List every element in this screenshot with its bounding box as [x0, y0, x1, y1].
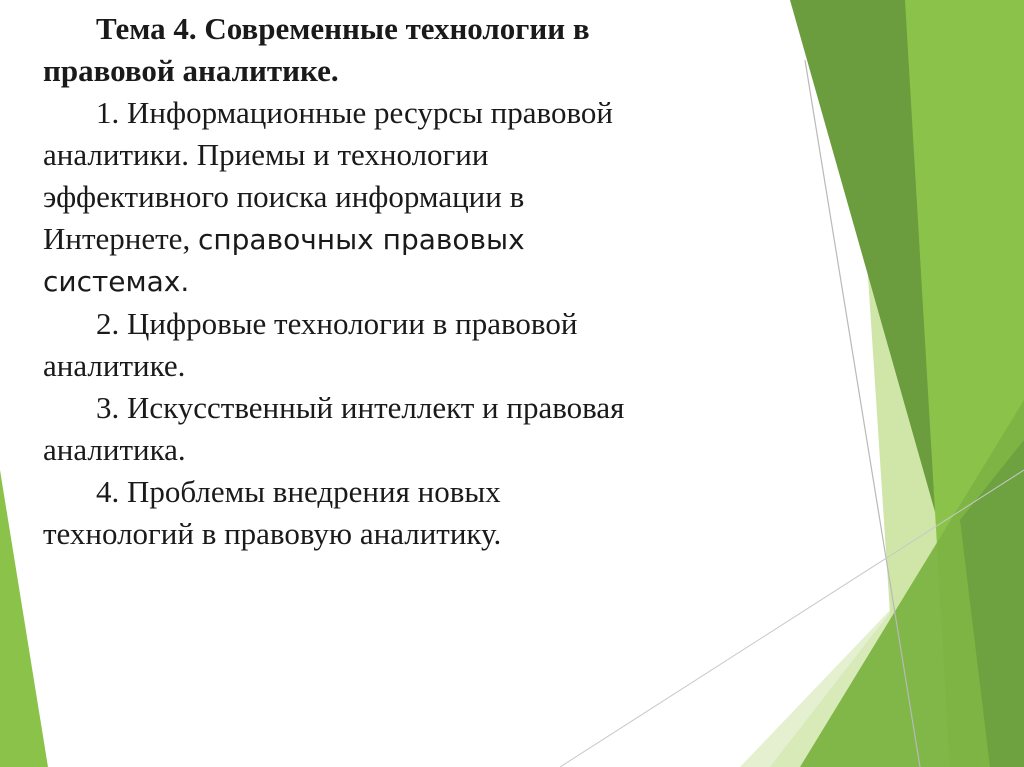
- item-4-line-1: 4. Проблемы внедрения новых: [96, 474, 501, 509]
- item-3-line-2: аналитика.: [43, 432, 186, 467]
- slide-title-line-2: правовой аналитике.: [43, 53, 339, 88]
- item-1-line-5: системах.: [43, 265, 190, 298]
- left-green-sliver: [0, 470, 48, 767]
- item-4-line-2: технологий в правовую аналитику.: [43, 516, 502, 551]
- slide-title-line-1: Тема 4. Современные технологии в: [96, 11, 590, 46]
- slide-content: [43, 8, 763, 555]
- item-3-line-1: 3. Искусственный интеллект и правовая: [96, 390, 625, 425]
- item-1-line-3: эффективного поиска информации в: [43, 179, 525, 214]
- item-2-line-2: аналитике.: [43, 348, 186, 383]
- item-1-line-4-sans: справочных правовых: [197, 223, 525, 256]
- item-1-line-2: аналитики. Приемы и технологии: [43, 137, 489, 172]
- item-1-line-4-serif: Интернете,: [43, 221, 198, 256]
- item-1-line-4: [43, 218, 763, 261]
- item-1-line-1: 1. Информационные ресурсы правовой: [96, 95, 613, 130]
- item-2-line-1: 2. Цифровые технологии в правовой: [96, 306, 578, 341]
